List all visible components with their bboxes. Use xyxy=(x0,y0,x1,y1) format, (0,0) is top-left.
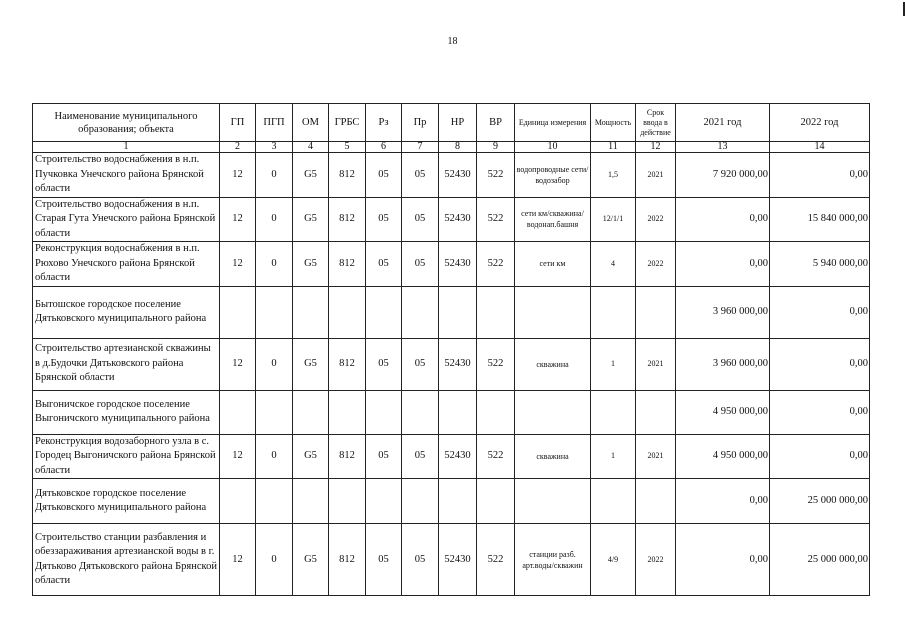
column-number-row xyxy=(33,142,870,153)
page-number: 18 xyxy=(447,36,458,47)
cell-pr xyxy=(402,479,439,524)
cell-pr xyxy=(402,286,439,338)
cell-2022: 0,00 xyxy=(770,390,870,434)
cell-om: G5 xyxy=(293,153,329,198)
cell-rz xyxy=(366,286,402,338)
cell-term: 2022 xyxy=(636,524,676,596)
cell-pgp: 0 xyxy=(256,197,293,242)
cell-2022: 25 000 000,00 xyxy=(770,524,870,596)
cell-pgp: 0 xyxy=(256,434,293,479)
cell-pgp xyxy=(256,286,293,338)
cell-nr: 52430 xyxy=(439,524,477,596)
cell-grbs: 812 xyxy=(329,197,366,242)
header-vr: ВР xyxy=(477,104,515,142)
cell-pr: 05 xyxy=(402,434,439,479)
cell-pr: 05 xyxy=(402,153,439,198)
column-number: 7 xyxy=(402,142,439,153)
cell-term: 2021 xyxy=(636,153,676,198)
header-2022: 2022 год xyxy=(770,104,870,142)
cell-pr: 05 xyxy=(402,242,439,287)
cell-nr xyxy=(439,479,477,524)
cell-gp xyxy=(220,286,256,338)
cell-rz: 05 xyxy=(366,153,402,198)
header-pr: Пр xyxy=(402,104,439,142)
cell-term: 2021 xyxy=(636,338,676,390)
cell-power xyxy=(591,390,636,434)
cell-rz: 05 xyxy=(366,338,402,390)
cell-2021: 3 960 000,00 xyxy=(676,338,770,390)
table-row xyxy=(33,434,870,479)
cell-vr xyxy=(477,390,515,434)
cell-2021: 3 960 000,00 xyxy=(676,286,770,338)
header-gp: ГП xyxy=(220,104,256,142)
cell-power: 1 xyxy=(591,434,636,479)
column-number: 13 xyxy=(676,142,770,153)
cell-vr: 522 xyxy=(477,242,515,287)
table-row xyxy=(33,390,870,434)
cell-term: 2022 xyxy=(636,242,676,287)
cell-om xyxy=(293,286,329,338)
cell-term xyxy=(636,479,676,524)
cell-2022: 0,00 xyxy=(770,338,870,390)
cell-grbs xyxy=(329,479,366,524)
cell-nr xyxy=(439,390,477,434)
cell-gp: 12 xyxy=(220,153,256,198)
cell-power: 1,5 xyxy=(591,153,636,198)
cell-unit: сети км/скважина/водонап.башня xyxy=(515,197,591,242)
cell-nr: 52430 xyxy=(439,242,477,287)
cell-gp: 12 xyxy=(220,524,256,596)
cell-vr xyxy=(477,286,515,338)
header-om: ОМ xyxy=(293,104,329,142)
cell-term: 2022 xyxy=(636,197,676,242)
cell-2021: 7 920 000,00 xyxy=(676,153,770,198)
row-name: Выгоничское городское поселение Выгоничского муниципального района xyxy=(33,390,220,434)
cell-power: 1 xyxy=(591,338,636,390)
cell-rz xyxy=(366,390,402,434)
header-nr: НР xyxy=(439,104,477,142)
column-number: 6 xyxy=(366,142,402,153)
cell-2022: 0,00 xyxy=(770,434,870,479)
cell-grbs: 812 xyxy=(329,242,366,287)
cell-om: G5 xyxy=(293,242,329,287)
cell-pr: 05 xyxy=(402,524,439,596)
cell-2021: 4 950 000,00 xyxy=(676,434,770,479)
cell-2021: 4 950 000,00 xyxy=(676,390,770,434)
cell-om xyxy=(293,479,329,524)
column-number: 12 xyxy=(636,142,676,153)
row-name: Реконструкция водозаборного узла в с. Городец Выгоничского района Брянской области xyxy=(33,434,220,479)
cell-gp xyxy=(220,479,256,524)
cell-unit: скважина xyxy=(515,434,591,479)
table-row xyxy=(33,286,870,338)
column-number: 11 xyxy=(591,142,636,153)
cell-grbs xyxy=(329,286,366,338)
budget-table xyxy=(32,103,870,596)
column-number: 3 xyxy=(256,142,293,153)
cell-vr: 522 xyxy=(477,434,515,479)
column-number: 5 xyxy=(329,142,366,153)
row-name: Реконструкция водоснабжения в н.п. Рюхово Унечского района Брянской области xyxy=(33,242,220,287)
header-row xyxy=(33,104,870,142)
cell-vr: 522 xyxy=(477,524,515,596)
cell-pgp: 0 xyxy=(256,338,293,390)
header-term: Срок ввода в действие xyxy=(636,104,676,142)
cell-2022: 25 000 000,00 xyxy=(770,479,870,524)
cell-rz: 05 xyxy=(366,434,402,479)
cell-grbs xyxy=(329,390,366,434)
header-unit: Единица измерения xyxy=(515,104,591,142)
cell-nr: 52430 xyxy=(439,338,477,390)
header-grbs: ГРБС xyxy=(329,104,366,142)
table-row xyxy=(33,242,870,287)
column-number: 2 xyxy=(220,142,256,153)
cell-2022: 15 840 000,00 xyxy=(770,197,870,242)
table-row xyxy=(33,153,870,198)
cell-2022: 0,00 xyxy=(770,153,870,198)
cell-pgp: 0 xyxy=(256,242,293,287)
cell-gp: 12 xyxy=(220,338,256,390)
row-name: Строительство артезианской скважины в д.Будочки Дятьковского района Брянской области xyxy=(33,338,220,390)
cell-grbs: 812 xyxy=(329,153,366,198)
row-name: Строительство станции разбавления и обеззараживания артезианской воды в г. Дятьково Дятьковского района Брянской области xyxy=(33,524,220,596)
cell-nr xyxy=(439,286,477,338)
cell-2022: 0,00 xyxy=(770,286,870,338)
cell-grbs: 812 xyxy=(329,338,366,390)
cell-2021: 0,00 xyxy=(676,242,770,287)
cell-power xyxy=(591,286,636,338)
cell-vr: 522 xyxy=(477,338,515,390)
cell-gp: 12 xyxy=(220,434,256,479)
row-name: Бытошское городское поселение Дятьковского муниципального района xyxy=(33,286,220,338)
cell-2021: 0,00 xyxy=(676,524,770,596)
column-number: 8 xyxy=(439,142,477,153)
cell-unit: водопроводные сети/водозабор xyxy=(515,153,591,198)
row-name: Строительство водоснабжения в н.п. Старая Гута Унечского района Брянской области xyxy=(33,197,220,242)
table-row xyxy=(33,338,870,390)
cell-vr: 522 xyxy=(477,153,515,198)
cell-gp: 12 xyxy=(220,197,256,242)
cell-pgp: 0 xyxy=(256,524,293,596)
cell-om: G5 xyxy=(293,197,329,242)
cell-rz: 05 xyxy=(366,524,402,596)
cell-unit: сети км xyxy=(515,242,591,287)
header-name: Наименование муниципального образования; объекта xyxy=(33,104,220,142)
header-rz: Рз xyxy=(366,104,402,142)
cell-om: G5 xyxy=(293,524,329,596)
column-number: 4 xyxy=(293,142,329,153)
table-row xyxy=(33,479,870,524)
column-number: 1 xyxy=(33,142,220,153)
cell-pr xyxy=(402,390,439,434)
cell-om xyxy=(293,390,329,434)
cell-pgp: 0 xyxy=(256,153,293,198)
row-name: Дятьковское городское поселение Дятьковского муниципального района xyxy=(33,479,220,524)
cell-om: G5 xyxy=(293,338,329,390)
row-name: Строительство водоснабжения в н.п. Пучковка Унечского района Брянской области xyxy=(33,153,220,198)
cell-rz: 05 xyxy=(366,242,402,287)
cell-gp: 12 xyxy=(220,242,256,287)
column-number: 14 xyxy=(770,142,870,153)
cell-unit: станции разб. арт.воды/скважин xyxy=(515,524,591,596)
cell-term xyxy=(636,390,676,434)
column-number: 10 xyxy=(515,142,591,153)
table-row xyxy=(33,524,870,596)
header-2021: 2021 год xyxy=(676,104,770,142)
cell-nr: 52430 xyxy=(439,434,477,479)
cell-nr: 52430 xyxy=(439,153,477,198)
cell-vr xyxy=(477,479,515,524)
cell-gp xyxy=(220,390,256,434)
cell-2021: 0,00 xyxy=(676,197,770,242)
cell-grbs: 812 xyxy=(329,434,366,479)
cell-term xyxy=(636,286,676,338)
cell-grbs: 812 xyxy=(329,524,366,596)
cell-2021: 0,00 xyxy=(676,479,770,524)
cell-unit: скважина xyxy=(515,338,591,390)
cell-pr: 05 xyxy=(402,197,439,242)
cell-rz: 05 xyxy=(366,197,402,242)
header-pgp: ПГП xyxy=(256,104,293,142)
header-power: Мощность xyxy=(591,104,636,142)
cell-power: 4 xyxy=(591,242,636,287)
cell-unit xyxy=(515,479,591,524)
cell-term: 2021 xyxy=(636,434,676,479)
cell-power: 4/9 xyxy=(591,524,636,596)
cell-vr: 522 xyxy=(477,197,515,242)
cell-pgp xyxy=(256,390,293,434)
cell-rz xyxy=(366,479,402,524)
cell-nr: 52430 xyxy=(439,197,477,242)
cell-2022: 5 940 000,00 xyxy=(770,242,870,287)
column-number: 9 xyxy=(477,142,515,153)
cell-power xyxy=(591,479,636,524)
cell-pr: 05 xyxy=(402,338,439,390)
cell-power: 12/1/1 xyxy=(591,197,636,242)
cell-pgp xyxy=(256,479,293,524)
table-row xyxy=(33,197,870,242)
cell-om: G5 xyxy=(293,434,329,479)
cell-unit xyxy=(515,286,591,338)
cell-unit xyxy=(515,390,591,434)
